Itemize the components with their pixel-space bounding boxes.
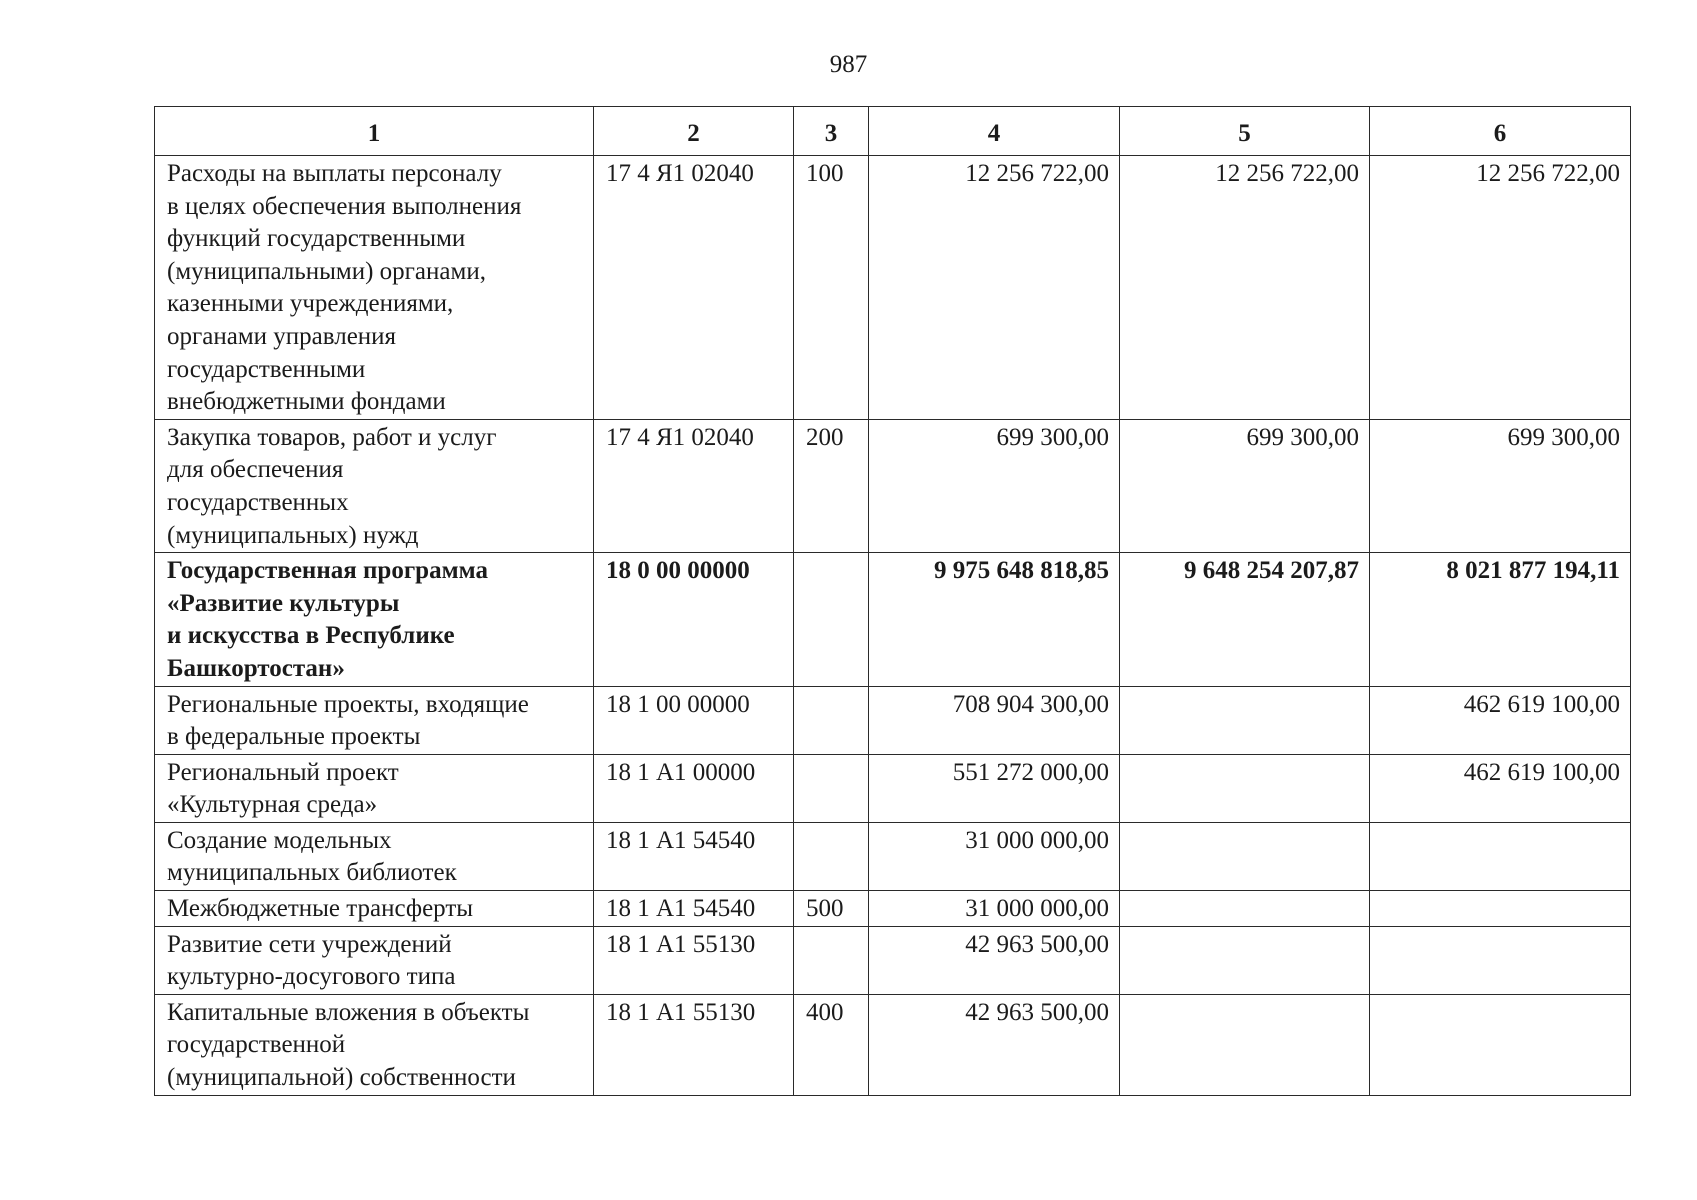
table-row xyxy=(155,994,1631,1095)
row-amount-col4-cell: 9 975 648 818,85 xyxy=(869,553,1120,686)
row-amount-col4-cell: 31 000 000,00 xyxy=(869,822,1120,890)
row-amount-col5-cell xyxy=(1120,822,1370,890)
header-row xyxy=(155,107,1631,156)
row-expense-type-cell xyxy=(794,822,869,890)
row-amount-col4-cell: 708 904 300,00 xyxy=(869,686,1120,754)
row-amount-col5-cell xyxy=(1120,891,1370,927)
page-number: 987 xyxy=(829,51,868,78)
row-name-cell: Капитальные вложения в объекты государственной (муниципальной) собственности xyxy=(155,994,594,1095)
row-amount-col6-cell: 8 021 877 194,11 xyxy=(1370,553,1631,686)
row-code-cell: 17 4 Я1 02040 xyxy=(594,419,794,552)
row-amount-col4-cell: 31 000 000,00 xyxy=(869,891,1120,927)
row-code-cell: 18 1 А1 55130 xyxy=(594,926,794,994)
table-row xyxy=(155,926,1631,994)
row-expense-type-cell xyxy=(794,686,869,754)
row-name-cell: Государственная программа «Развитие культуры и искусства в Республике Башкортостан» xyxy=(155,553,594,686)
row-name-cell: Развитие сети учреждений культурно-досугового типа xyxy=(155,926,594,994)
row-amount-col6-cell xyxy=(1370,822,1631,890)
row-amount-col6-cell xyxy=(1370,994,1631,1095)
row-amount-col6-cell xyxy=(1370,926,1631,994)
row-name-cell: Создание модельных муниципальных библиотек xyxy=(155,822,594,890)
column-header-4: 4 xyxy=(869,107,1120,156)
row-amount-col6-cell: 699 300,00 xyxy=(1370,419,1631,552)
table-row xyxy=(155,156,1631,420)
row-code-cell: 18 1 00 00000 xyxy=(594,686,794,754)
row-amount-col4-cell: 551 272 000,00 xyxy=(869,754,1120,822)
row-code-cell: 18 0 00 00000 xyxy=(594,553,794,686)
row-name-cell: Региональные проекты, входящие в федеральные проекты xyxy=(155,686,594,754)
row-code-cell: 18 1 А1 00000 xyxy=(594,754,794,822)
row-amount-col4-cell: 699 300,00 xyxy=(869,419,1120,552)
row-name-cell: Закупка товаров, работ и услуг для обеспечения государственных (муниципальных) нужд xyxy=(155,419,594,552)
row-amount-col5-cell xyxy=(1120,686,1370,754)
row-amount-col6-cell: 462 619 100,00 xyxy=(1370,754,1631,822)
row-expense-type-cell xyxy=(794,754,869,822)
row-amount-col4-cell: 12 256 722,00 xyxy=(869,156,1120,420)
row-amount-col4-cell: 42 963 500,00 xyxy=(869,994,1120,1095)
column-header-3: 3 xyxy=(794,107,869,156)
row-expense-type-cell: 500 xyxy=(794,891,869,927)
row-code-cell: 18 1 А1 54540 xyxy=(594,891,794,927)
table-row xyxy=(155,419,1631,552)
table-row xyxy=(155,754,1631,822)
table-row xyxy=(155,822,1631,890)
row-name-cell: Межбюджетные трансферты xyxy=(155,891,594,927)
column-header-5: 5 xyxy=(1120,107,1370,156)
table-row xyxy=(155,686,1631,754)
table-row xyxy=(155,553,1631,686)
row-expense-type-cell: 400 xyxy=(794,994,869,1095)
row-expense-type-cell: 200 xyxy=(794,419,869,552)
row-expense-type-cell xyxy=(794,553,869,686)
column-header-1: 1 xyxy=(155,107,594,156)
row-amount-col6-cell: 12 256 722,00 xyxy=(1370,156,1631,420)
row-name-cell: Расходы на выплаты персоналу в целях обеспечения выполнения функций государственными (муниципальными) органами, казенными учреждениями, органами управления государственными внебюджетными фондами xyxy=(155,156,594,420)
row-amount-col5-cell xyxy=(1120,926,1370,994)
row-code-cell: 18 1 А1 54540 xyxy=(594,822,794,890)
row-code-cell: 18 1 А1 55130 xyxy=(594,994,794,1095)
row-amount-col5-cell: 699 300,00 xyxy=(1120,419,1370,552)
row-name-cell: Региональный проект «Культурная среда» xyxy=(155,754,594,822)
row-amount-col4-cell: 42 963 500,00 xyxy=(869,926,1120,994)
budget-table xyxy=(154,106,1631,1096)
row-amount-col5-cell: 9 648 254 207,87 xyxy=(1120,553,1370,686)
table-body xyxy=(155,156,1631,1096)
row-amount-col5-cell xyxy=(1120,994,1370,1095)
row-amount-col5-cell xyxy=(1120,754,1370,822)
row-expense-type-cell: 100 xyxy=(794,156,869,420)
row-code-cell: 17 4 Я1 02040 xyxy=(594,156,794,420)
row-expense-type-cell xyxy=(794,926,869,994)
row-amount-col5-cell: 12 256 722,00 xyxy=(1120,156,1370,420)
row-amount-col6-cell xyxy=(1370,891,1631,927)
row-amount-col6-cell: 462 619 100,00 xyxy=(1370,686,1631,754)
column-header-6: 6 xyxy=(1370,107,1631,156)
column-header-2: 2 xyxy=(594,107,794,156)
table-row xyxy=(155,891,1631,927)
